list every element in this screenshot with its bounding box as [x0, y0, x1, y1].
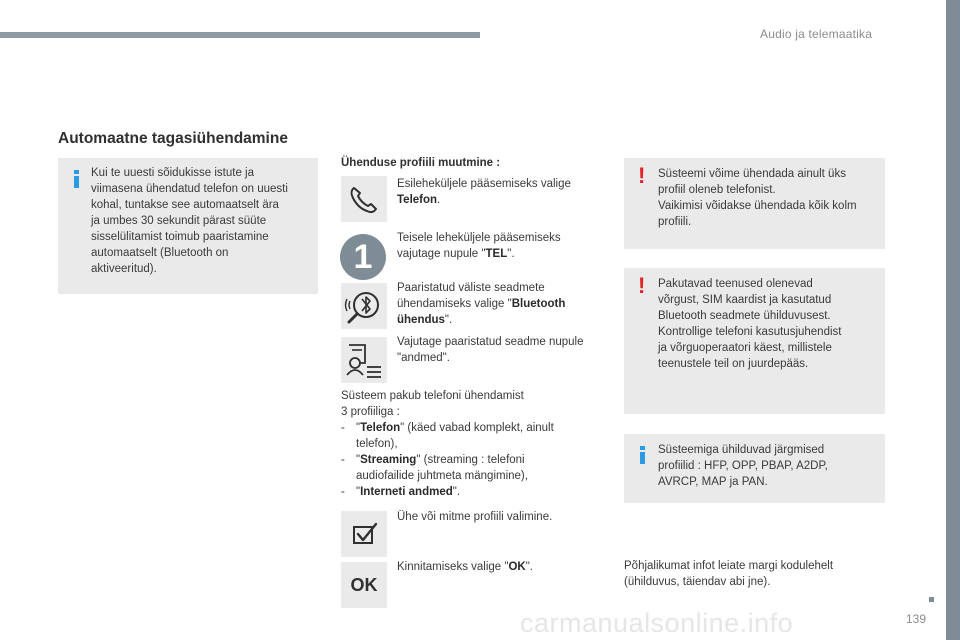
text-line: Süsteemi võime ühendada ainult üks: [658, 168, 846, 180]
text-line: Pakutavad teenused olenevad: [658, 278, 813, 290]
section-title: Automaatne tagasiühendamine: [58, 130, 288, 147]
profile-item: - "Streaming" (streaming : telefoni audiofailide juhtmeta mängimine),: [341, 454, 528, 482]
text-line: kohal, tuntakse see automaatselt ära: [91, 199, 279, 211]
step-tel-text: [397, 230, 607, 262]
text-line: [397, 246, 607, 262]
warning-icon: !: [638, 163, 646, 188]
profile-item: - "Telefon" (käed vabad komplekt, ainult telefon),: [341, 422, 554, 450]
text-line: Põhjalikumat infot leiate margi kodulehelt: [624, 560, 834, 572]
text-line: teenustele teil on juurdepääs.: [658, 358, 809, 370]
info-box-text: [91, 165, 288, 277]
device-data-icon: [341, 337, 387, 383]
text-line: Süsteemiga ühilduvad järgmised: [658, 444, 825, 456]
text-fragment: vajutage nupule ": [397, 248, 486, 260]
header-bar: [0, 32, 480, 38]
text-fragment: " (käed vabad komplekt, ainult: [400, 422, 554, 434]
bold-term: Interneti andmed: [360, 486, 453, 498]
bold-term: Telefon: [360, 422, 401, 434]
text-line: profiil oleneb telefonist.: [658, 184, 776, 196]
bold-term: OK: [508, 561, 526, 573]
text-line: Vaikimisi võidakse ühendada kõik kolm: [658, 200, 857, 212]
text-line: AVRCP, MAP ja PAN.: [658, 476, 768, 488]
text-line: Kui te uuesti sõidukisse istute ja: [91, 167, 255, 179]
bold-term: TEL: [485, 248, 508, 260]
text-line: Vajutage paaristatud seadme nupule: [397, 336, 584, 348]
step-bluetooth-text: [397, 280, 607, 328]
text-line: "andmed".: [397, 352, 450, 364]
text-line: võrgust, SIM kaardist ja kasutatud: [658, 294, 832, 306]
step-data-text: [397, 334, 607, 366]
text-line: [397, 296, 607, 328]
text-line: Paaristatud väliste seadmete: [397, 282, 545, 294]
text-fragment: ".: [525, 561, 533, 573]
info-icon: [74, 170, 79, 188]
phone-icon: [341, 176, 387, 222]
step-select-text: Ühe või mitme profiili valimine.: [397, 511, 553, 523]
header-title: Audio ja telemaatika: [760, 27, 873, 41]
profiles-description: [341, 388, 601, 500]
text-line: Kontrollige telefoni kasutusjuhendist: [658, 326, 842, 338]
text-line: sisselülitamist toimub paaristamine: [91, 231, 269, 243]
info-box-text: [658, 442, 828, 490]
text-fragment: ühendamiseks valige ": [397, 298, 512, 310]
text-line: [397, 192, 607, 208]
info-box-reconnect: [58, 158, 318, 294]
text-fragment: " (streaming : telefoni: [416, 454, 525, 466]
text-fragment: telefon),: [356, 438, 398, 450]
text-fragment: ".: [507, 248, 515, 260]
page-edge-strip: [946, 0, 960, 640]
bold-term: Bluetooth ühendus: [397, 298, 566, 326]
ok-label: OK: [350, 575, 378, 595]
text-line: viimasena ühendatud telefon on uuesti: [91, 183, 288, 195]
text-line: ja umbes 30 sekundit pärast süüte: [91, 215, 267, 227]
step-1-badge: 1: [340, 234, 386, 280]
bold-term: Telefon: [397, 194, 438, 206]
text-line: Süsteem pakub telefoni ühendamist: [341, 390, 524, 402]
text-line: Bluetooth seadmete ühilduvusest.: [658, 310, 831, 322]
profile-item: - "Interneti andmed".: [341, 486, 461, 498]
watermark: carmanualsonline.info: [520, 608, 794, 638]
text-fragment: audiofailide juhtmeta mängimine),: [356, 470, 528, 482]
text-fragment: ".: [452, 486, 461, 498]
checkbox-select-icon: [341, 511, 387, 557]
warning-box-services: [624, 268, 885, 414]
step-confirm-text: [397, 559, 607, 575]
ok-button-icon: [341, 562, 387, 608]
info-icon: [640, 446, 645, 464]
text-line: 3 profiiliga :: [341, 406, 400, 418]
text-line: Teisele leheküljele pääsemiseks: [397, 232, 561, 244]
warning-icon: !: [638, 273, 646, 298]
text-fragment: .: [437, 194, 441, 206]
bluetooth-search-icon: [341, 283, 387, 329]
profile-change-title: Ühenduse profiili muutmine :: [341, 157, 501, 169]
text-line: automaatselt (Bluetooth on: [91, 247, 229, 259]
text-fragment: Kinnitamiseks valige ": [397, 561, 509, 573]
warning-box-text: [658, 166, 857, 230]
text-line: Esileheküljele pääsemiseks valige: [397, 178, 571, 190]
page-number: 139: [906, 612, 927, 626]
text-line: (ühilduvus, täiendav abi jne).: [624, 576, 771, 588]
warning-box-text: [658, 276, 841, 372]
bold-term: Streaming: [360, 454, 417, 466]
text-line: profiilid : HFP, OPP, PBAP, A2DP,: [658, 460, 828, 472]
text-line: profiili.: [658, 216, 692, 228]
footer-note: [624, 558, 884, 590]
info-box-compatible-profiles: [624, 434, 885, 503]
text-fragment: ".: [444, 314, 453, 326]
text-line: aktiveeritud).: [91, 263, 157, 275]
warning-box-profiles: [624, 158, 885, 249]
text-line: ja võrguoperaatori käest, millistele: [658, 342, 832, 354]
page-marker: [929, 597, 934, 602]
step-phone-text: [397, 176, 607, 208]
